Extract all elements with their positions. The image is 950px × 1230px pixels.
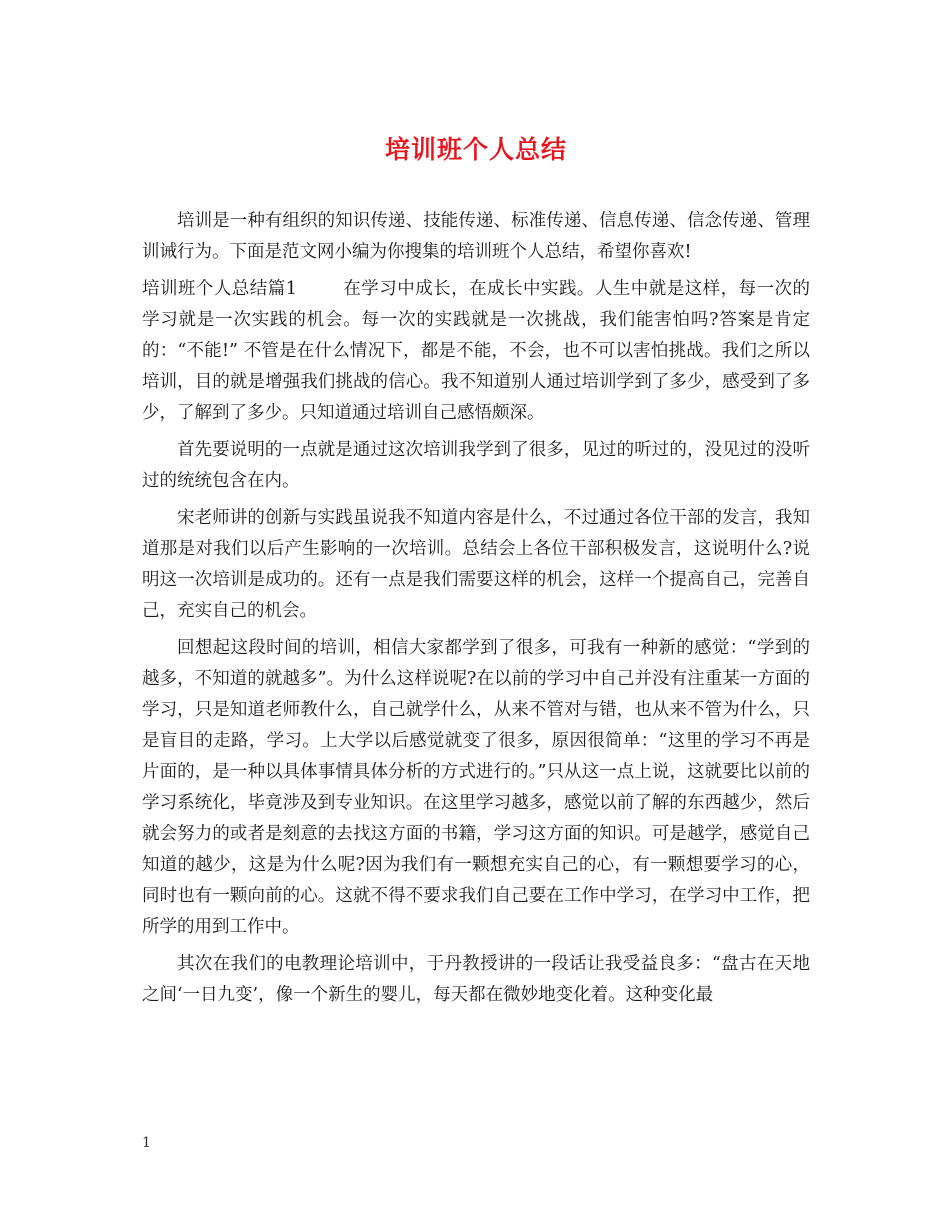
paragraph-1-text: 在学习中成长，在成长中实践。人生中就是这样，每一次的学习就是一次实践的机会。每一次的实践就是一次挑战，我们能害怕吗?答案是肯定的：“不能!” 不管是在什么情况下，都是不能，不会，也不可以害怕挑战。我们之所以培训，目的就是增强我们挑战的信心。我不知道别人通过培训学到了多少，感受到了多少，了解到了多少。只知道通过培训自己感悟颇深。: [142, 279, 811, 423]
page-number: 1: [142, 1135, 151, 1151]
paragraph-3: 宋老师讲的创新与实践虽说我不知道内容是什么，不过通过各位干部的发言，我知道那是对我们以后产生影响的一次培训。总结会上各位干部积极发言，这说明什么?说明这一次培训是成功的。还有一点是我们需要这样的机会，这样一个提高自己，完善自己，充实自己的机会。: [142, 508, 810, 621]
section-1-paragraph: [142, 274, 810, 429]
paragraph-5: 其次在我们的电教理论培训中，于丹教授讲的一段话让我受益良多：“盘古在天地之间‘一日九变’，像一个新生的婴儿，每天都在微妙地变化着。这种变化最: [142, 954, 810, 1005]
section-heading: 培训班个人总结篇1: [142, 279, 297, 299]
intro-paragraph: 培训是一种有组织的知识传递、技能传递、标准传递、信息传递、信念传递、管理训诫行为。下面是范文网小编为你搜集的培训班个人总结，希望你喜欢!: [142, 211, 810, 262]
paragraph-4: 回想起这段时间的培训，相信大家都学到了很多，可我有一种新的感觉：“学到的越多，不知道的就越多”。为什么这样说呢?在以前的学习中自己并没有注重某一方面的学习，只是知道老师教什么，自己就学什么，从来不管对与错，也从来不管为什么，只是盲目的走路，学习。上大学以后感觉就变了很多，原因很简单：“这里的学习不再是片面的，是一种以具体事情具体分析的方式进行的。”只从这一点上说，这就要比以前的学习系统化，毕竟涉及到专业知识。在这里学习越多，感觉以前了解的东西越少，然后就会努力的或者是刻意的去找这方面的书籍，学习这方面的知识。可是越学，感觉自己知道的越少，这是为什么呢?因为我们有一颗想充实自己的心，有一颗想要学习的心，同时也有一颗向前的心。这就不得不要求我们自己要在工作中学习，在学习中工作，把所学的用到工作中。: [142, 638, 810, 937]
document-title: 培训班个人总结: [384, 135, 567, 164]
paragraph-2: 首先要说明的一点就是通过这次培训我学到了很多，见过的听过的，没见过的没听过的统统包含在内。: [142, 440, 810, 491]
document-body: [142, 206, 810, 1017]
